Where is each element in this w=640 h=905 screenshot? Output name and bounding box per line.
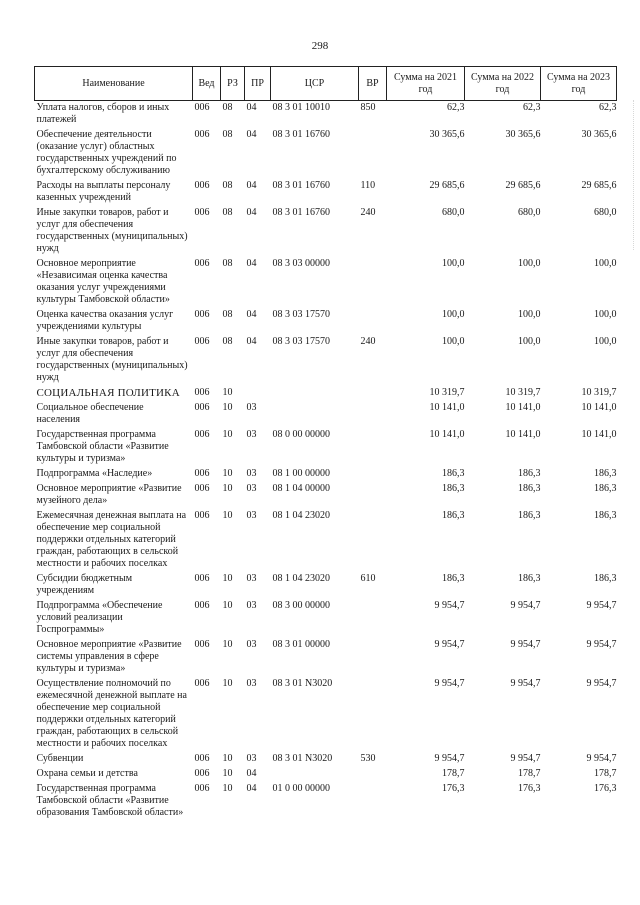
cell-pr: 03 [246,678,257,689]
cell-vr: 850 [360,102,376,113]
cell-rz: 08 [222,207,233,218]
cell-name: Государственная программа Тамбовской области «Развитие культуры и туризма» [36,429,169,464]
cell-ved: 006 [194,309,210,320]
cell-name: Ежемесячная денежная выплата на обеспечение мер социальной поддержки отдельных категорий граждан, работающих в сельской местности и рабочих поселках [36,510,187,569]
cell-sum-2021: 62,3 [447,102,465,113]
cell-csr: 08 0 00 00000 [272,429,330,440]
cell-pr: 04 [246,258,257,269]
header-rz: РЗ [221,67,245,101]
cell-ved: 006 [194,573,210,584]
cell-csr: 08 3 03 00000 [272,258,330,269]
cell-sum-2023: 9 954,7 [586,753,617,764]
table-row [35,101,617,129]
cell-sum-2023: 100,0 [594,309,617,320]
cell-rz: 10 [222,402,233,413]
cell-rz: 08 [222,180,233,191]
cell-rz: 10 [222,768,233,779]
cell-sum-2021: 9 954,7 [434,639,465,650]
cell-csr: 08 1 04 23020 [272,573,330,584]
cell-rz: 08 [222,336,233,347]
cell-sum-2022: 680,0 [518,207,541,218]
cell-pr: 04 [246,180,257,191]
cell-rz: 10 [222,483,233,494]
cell-rz: 10 [222,468,233,479]
cell-name: Подпрограмма «Обеспечение условий реализации Госпрограммы» [36,600,163,635]
cell-pr: 04 [246,768,257,779]
cell-name: Обеспечение деятельности (оказание услуг) областных государственных учреждений по бухгалтерскому обслуживанию [36,129,177,176]
cell-ved: 006 [194,258,210,269]
cell-name: Государственная программа Тамбовской области «Развитие образования Тамбовской области» [36,783,184,818]
cell-vr [359,509,387,572]
cell-rz: 08 [222,258,233,269]
table-row [35,752,617,767]
cell-sum-2023: 9 954,7 [586,678,617,689]
cell-pr: 03 [246,429,257,440]
cell-pr [245,386,271,401]
cell-sum-2023: 9 954,7 [586,600,617,611]
cell-vr [359,677,387,752]
cell-rz: 10 [222,600,233,611]
cell-ved: 006 [194,768,210,779]
cell-rz: 10 [222,429,233,440]
cell-vr [359,482,387,509]
cell-csr: 01 0 00 00000 [272,783,330,794]
cell-ved: 006 [194,600,210,611]
cell-sum-2022: 186,3 [518,573,541,584]
cell-sum-2023: 100,0 [594,336,617,347]
cell-ved: 006 [194,336,210,347]
table-row [35,401,617,428]
cell-name: СОЦИАЛЬНАЯ ПОЛИТИКА [36,387,180,399]
cell-sum-2023: 186,3 [594,468,617,479]
cell-name: Осуществление полномочий по ежемесячной денежной выплате на обеспечение мер социальной поддержки отдельных категорий граждан, работающих в сельской местности и рабочих поселках [36,678,187,749]
cell-sum-2023: 186,3 [594,483,617,494]
table-header-row [35,67,617,101]
table-row [35,782,617,821]
cell-sum-2022: 29 685,6 [505,180,541,191]
cell-name: Уплата налогов, сборов и иных платежей [36,102,170,125]
cell-rz: 08 [222,129,233,140]
cell-csr: 08 3 01 N3020 [272,753,333,764]
table-row [35,467,617,482]
cell-rz: 10 [222,783,233,794]
cell-vr [359,257,387,308]
cell-ved: 006 [194,783,210,794]
cell-csr: 08 3 01 00000 [272,639,330,650]
cell-sum-2023: 10 319,7 [581,387,617,398]
cell-sum-2023: 30 365,6 [581,129,617,140]
cell-sum-2022: 30 365,6 [505,129,541,140]
table-row [35,386,617,401]
cell-ved: 006 [194,639,210,650]
cell-pr: 04 [246,102,257,113]
cell-sum-2022: 62,3 [523,102,541,113]
cell-pr: 04 [246,207,257,218]
cell-sum-2023: 62,3 [599,102,617,113]
cell-pr: 03 [246,600,257,611]
cell-vr [359,467,387,482]
cell-vr [359,599,387,638]
header-csr: ЦСР [271,67,359,101]
cell-sum-2023: 178,7 [594,768,617,779]
cell-ved: 006 [194,129,210,140]
cell-sum-2023: 10 141,0 [581,429,617,440]
cell-sum-2023: 680,0 [594,207,617,218]
cell-vr: 240 [360,336,376,347]
cell-sum-2021: 186,3 [442,573,465,584]
header-pr: ПР [245,67,271,101]
cell-sum-2022: 9 954,7 [510,639,541,650]
cell-csr: 08 1 04 00000 [272,483,330,494]
cell-ved: 006 [194,483,210,494]
cell-ved: 006 [194,510,210,521]
cell-csr: 08 3 01 16760 [272,180,330,191]
cell-pr: 04 [246,783,257,794]
cell-sum-2021: 9 954,7 [434,753,465,764]
cell-csr: 08 3 01 N3020 [272,678,333,689]
cell-rz: 10 [222,678,233,689]
cell-ved: 006 [194,468,210,479]
cell-sum-2022: 186,3 [518,468,541,479]
table-row [35,677,617,752]
cell-pr: 04 [246,336,257,347]
cell-csr: 08 3 01 16760 [272,207,330,218]
cell-pr: 03 [246,510,257,521]
cell-rz: 10 [222,639,233,650]
cell-sum-2022: 178,7 [518,768,541,779]
header-sum-2022: Сумма на 2022 год [465,67,541,101]
cell-sum-2021: 100,0 [442,258,465,269]
cell-sum-2021: 29 685,6 [429,180,465,191]
cell-csr [271,767,359,782]
cell-sum-2022: 100,0 [518,309,541,320]
cell-vr: 240 [360,207,376,218]
cell-sum-2021: 10 141,0 [429,402,465,413]
cell-name: Иные закупки товаров, работ и услуг для обеспечения государственных (муниципальных) нужд [36,207,188,254]
cell-name: Оценка качества оказания услуг учреждениями культуры [36,309,174,332]
cell-sum-2021: 186,3 [442,483,465,494]
table-row [35,308,617,335]
cell-ved: 006 [194,180,210,191]
header-ved: Вед [193,67,221,101]
cell-name: Социальное обеспечение населения [36,402,144,425]
table-row [35,179,617,206]
cell-sum-2021: 9 954,7 [434,678,465,689]
cell-pr: 04 [246,309,257,320]
cell-sum-2021: 178,7 [442,768,465,779]
cell-sum-2022: 186,3 [518,483,541,494]
cell-rz: 10 [222,387,233,398]
cell-sum-2022: 176,3 [518,783,541,794]
cell-sum-2021: 30 365,6 [429,129,465,140]
table-row [35,572,617,599]
table-row [35,767,617,782]
cell-csr: 08 3 01 10010 [272,102,330,113]
table-row [35,257,617,308]
cell-vr [359,782,387,821]
cell-sum-2022: 10 319,7 [505,387,541,398]
cell-sum-2022: 100,0 [518,258,541,269]
table-body [35,101,617,822]
cell-name: Основное мероприятие «Развитие системы управления в сфере культуры и туризма» [36,639,182,674]
cell-pr: 03 [246,639,257,650]
cell-pr: 03 [246,753,257,764]
cell-vr [359,638,387,677]
cell-sum-2022: 9 954,7 [510,600,541,611]
cell-sum-2021: 10 319,7 [429,387,465,398]
cell-sum-2022: 9 954,7 [510,678,541,689]
header-name: Наименование [35,67,193,101]
cell-vr [359,428,387,467]
cell-sum-2022: 10 141,0 [505,429,541,440]
cell-sum-2021: 9 954,7 [434,600,465,611]
cell-pr: 03 [246,402,257,413]
cell-csr [271,401,359,428]
cell-rz: 10 [222,573,233,584]
cell-name: Субвенции [36,753,84,764]
cell-csr [271,386,359,401]
cell-sum-2022: 186,3 [518,510,541,521]
cell-ved: 006 [194,402,210,413]
cell-name: Субсидии бюджетным учреждениям [36,573,133,596]
cell-vr: 110 [360,180,376,191]
cell-csr: 08 3 03 17570 [272,336,330,347]
cell-sum-2021: 176,3 [442,783,465,794]
header-sum-2023: Сумма на 2023 год [541,67,617,101]
cell-name: Расходы на выплаты персоналу казенных учреждений [36,180,171,203]
page-number: 298 [311,40,329,52]
cell-name: Основное мероприятие «Независимая оценка качества оказания услуг учреждениями культуры Тамбовской области» [36,258,170,305]
cell-sum-2023: 29 685,6 [581,180,617,191]
cell-sum-2022: 9 954,7 [510,753,541,764]
table-row [35,335,617,386]
cell-sum-2023: 186,3 [594,573,617,584]
cell-name: Основное мероприятие «Развитие музейного дела» [36,483,182,506]
cell-ved: 006 [194,102,210,113]
header-sum-2021: Сумма на 2021 год [387,67,465,101]
cell-sum-2022: 100,0 [518,336,541,347]
scan-edge-mark [633,100,638,250]
cell-rz: 10 [222,753,233,764]
cell-vr [359,767,387,782]
cell-ved: 006 [194,753,210,764]
cell-ved: 006 [194,678,210,689]
budget-table [34,66,617,821]
cell-csr: 08 3 00 00000 [272,600,330,611]
table-row [35,599,617,638]
table-row [35,509,617,572]
cell-pr: 04 [246,129,257,140]
cell-csr: 08 1 00 00000 [272,468,330,479]
cell-ved: 006 [194,429,210,440]
cell-vr: 610 [360,573,376,584]
cell-name: Охрана семьи и детства [36,768,138,779]
cell-sum-2023: 176,3 [594,783,617,794]
cell-sum-2023: 100,0 [594,258,617,269]
cell-csr: 08 3 01 16760 [272,129,330,140]
cell-sum-2021: 186,3 [442,510,465,521]
cell-sum-2021: 100,0 [442,336,465,347]
header-vr: ВР [359,67,387,101]
cell-rz: 08 [222,309,233,320]
table-row [35,128,617,179]
cell-csr: 08 3 03 17570 [272,309,330,320]
cell-vr: 530 [360,753,376,764]
table-row [35,638,617,677]
cell-name: Подпрограмма «Наследие» [36,468,153,479]
cell-sum-2023: 186,3 [594,510,617,521]
cell-sum-2021: 100,0 [442,309,465,320]
table-row [35,206,617,257]
cell-pr: 03 [246,483,257,494]
cell-ved: 006 [194,207,210,218]
cell-ved: 006 [194,387,210,398]
cell-pr: 03 [246,573,257,584]
cell-sum-2023: 10 141,0 [581,402,617,413]
cell-vr [359,128,387,179]
table-row [35,428,617,467]
cell-sum-2023: 9 954,7 [586,639,617,650]
cell-sum-2021: 186,3 [442,468,465,479]
cell-sum-2021: 10 141,0 [429,429,465,440]
cell-vr [359,308,387,335]
cell-sum-2022: 10 141,0 [505,402,541,413]
cell-name: Иные закупки товаров, работ и услуг для обеспечения государственных (муниципальных) нужд [36,336,188,383]
cell-vr [359,401,387,428]
cell-rz: 10 [222,510,233,521]
cell-rz: 08 [222,102,233,113]
cell-csr: 08 1 04 23020 [272,510,330,521]
table-row [35,482,617,509]
cell-sum-2021: 680,0 [442,207,465,218]
cell-vr [359,386,387,401]
cell-pr: 03 [246,468,257,479]
